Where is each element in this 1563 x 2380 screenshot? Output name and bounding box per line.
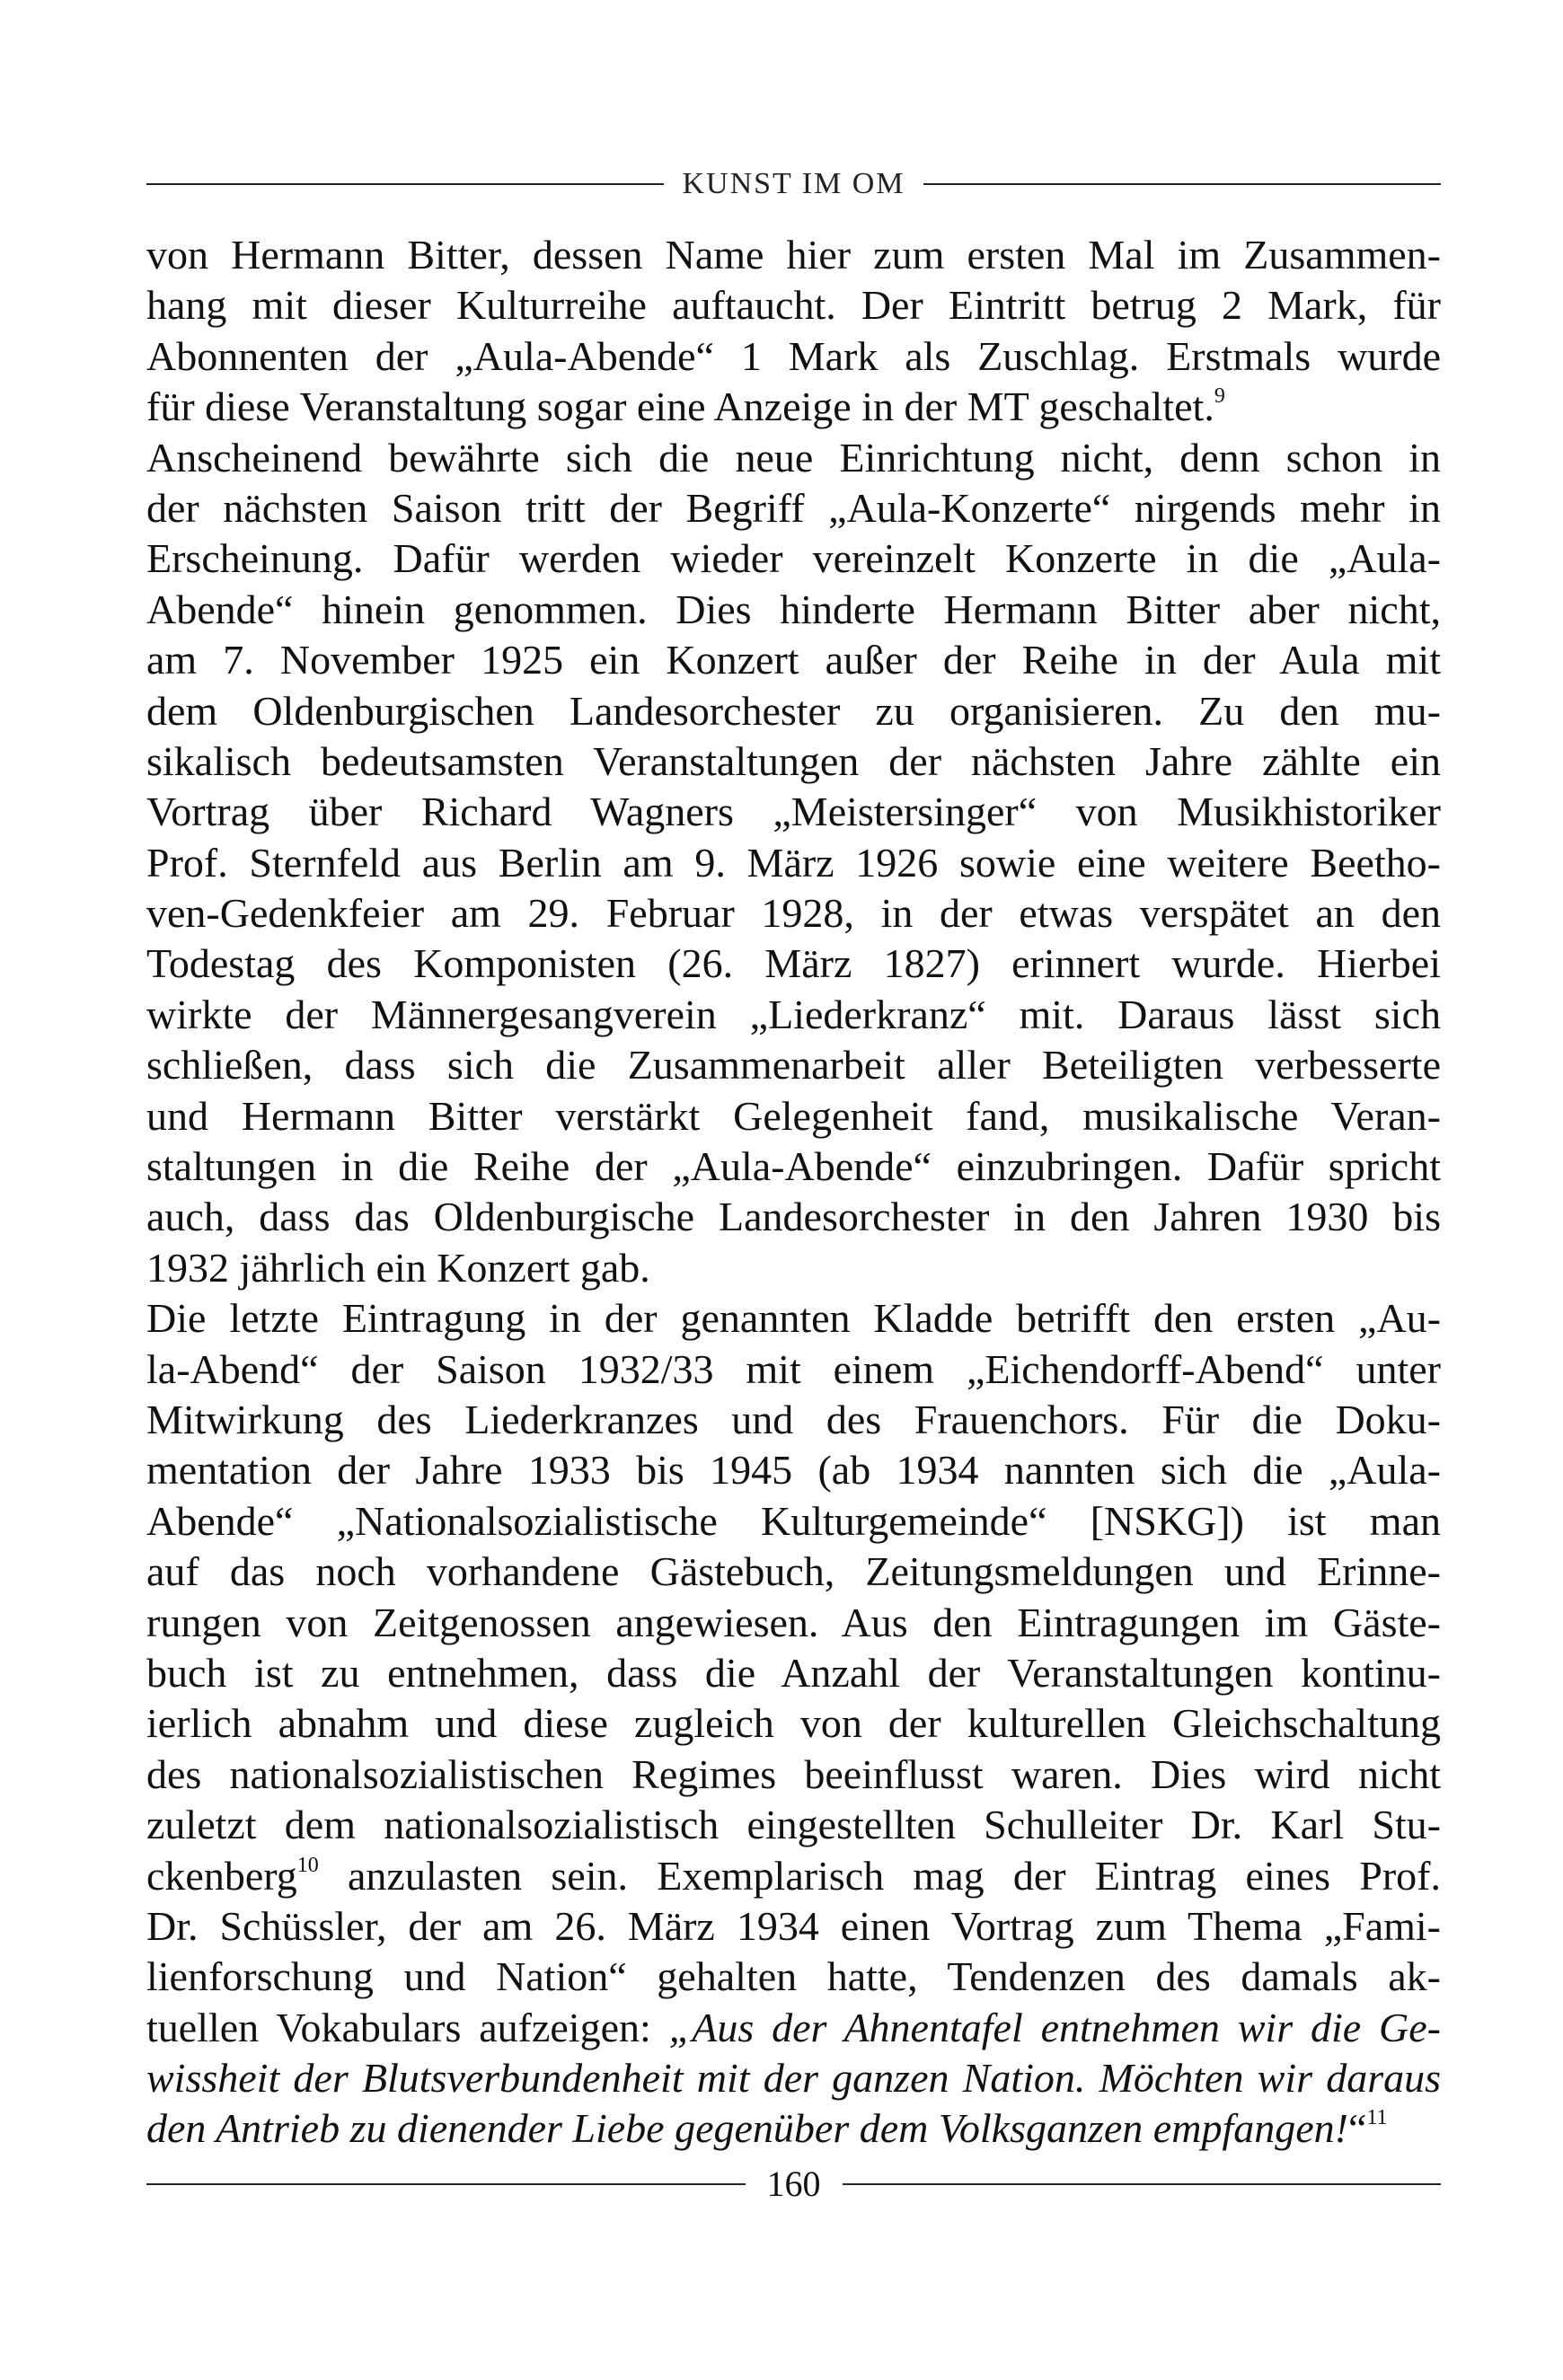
text-line	[146, 1750, 1441, 1800]
text-line	[146, 635, 1441, 685]
header-rule-right	[923, 183, 1441, 185]
footnote-marker: 11	[1366, 2106, 1388, 2130]
text-line	[146, 331, 1441, 382]
text-line	[146, 1395, 1441, 1445]
text-line	[146, 1901, 1441, 1952]
text-line	[146, 1040, 1441, 1090]
line-text: Abende“ „Nationalsozialistische Kulturgemeinde“ [NSKG]) ist man	[146, 1497, 1441, 1544]
running-title: KUNST IM OM	[682, 167, 905, 200]
text-line	[146, 2003, 1441, 2053]
text-line	[146, 787, 1441, 837]
text-line	[146, 1547, 1441, 1597]
quotation-text: den Antrieb zu dienender Liebe gegenüber dem Volksganzen empfangen!	[146, 2105, 1348, 2152]
text-line	[146, 1142, 1441, 1192]
line-text: buch ist zu entnehmen, dass die Anzahl der Veranstaltungen kontinu-	[146, 1649, 1441, 1696]
line-text: und Hermann Bitter verstärkt Gelegenheit fand, musikalische Veran-	[146, 1092, 1441, 1139]
line-text: hang mit dieser Kulturreihe auftaucht. Der Eintritt betrug 2 Mark, für	[146, 282, 1441, 329]
line-text: la-Abend“ der Saison 1932/33 mit einem „Eichendorff-Abend“ unter	[146, 1345, 1441, 1392]
line-text: für diese Veranstaltung sogar eine Anzeige in der MT geschaltet.	[146, 383, 1214, 430]
line-text-continued: anzulasten sein. Exemplarisch mag der Eintrag eines Prof.	[318, 1852, 1441, 1899]
line-text: Abende“ hinein genommen. Dies hinderte Hermann Bitter aber nicht,	[146, 586, 1441, 632]
text-line	[146, 230, 1441, 280]
text-line	[146, 990, 1441, 1040]
text-line	[146, 1091, 1441, 1142]
line-text: Mitwirkung des Liederkranzes und des Frauenchors. Für die Doku-	[146, 1396, 1441, 1442]
line-text: Dr. Schüssler, der am 26. März 1934 einen Vortrag zum Thema „Fami-	[146, 1902, 1441, 1949]
line-text: Prof. Sternfeld aus Berlin am 9. März 1926 sowie eine weitere Beetho-	[146, 839, 1441, 886]
line-text: schließen, dass sich die Zusammenarbeit aller Beteiligten verbesserte	[146, 1042, 1441, 1089]
line-text: 1932 jährlich ein Konzert gab.	[146, 1244, 650, 1291]
line-text: ierlich abnahm und diese zugleich von der kulturellen Gleichschaltung	[146, 1700, 1441, 1747]
header-rule-left	[146, 183, 664, 185]
line-text: Vortrag über Richard Wagners „Meistersinger“ von Musikhistoriker	[146, 789, 1441, 835]
line-text: auch, dass das Oldenburgische Landesorchester in den Jahren 1930 bis	[146, 1194, 1441, 1240]
line-text: zuletzt dem nationalsozialistisch eingestellten Schulleiter Dr. Karl Stu-	[146, 1802, 1441, 1848]
text-line	[146, 1851, 1441, 1901]
quotation-close: “	[1347, 2105, 1367, 2152]
text-line	[146, 1648, 1441, 1698]
line-text: wirkte der Männergesangverein „Liederkranz“ mit. Daraus lässt sich	[146, 991, 1441, 1037]
line-text: am 7. November 1925 ein Konzert außer der Reihe in der Aula mit	[146, 637, 1441, 683]
text-line	[146, 736, 1441, 787]
quotation-text: „Aus der Ahnentafel entnehmen wir die Ge-	[668, 2004, 1441, 2050]
line-text: dem Oldenburgischen Landesorchester zu organisieren. Zu den mu-	[146, 687, 1441, 734]
text-line	[146, 585, 1441, 635]
line-text: staltungen in die Reihe der „Aula-Abende“ einzubringen. Dafür spricht	[146, 1143, 1441, 1190]
footer-rule-right	[843, 2183, 1442, 2185]
text-line	[146, 2053, 1441, 2103]
line-text: von Hermann Bitter, dessen Name hier zum ersten Mal im Zusammen-	[146, 232, 1441, 278]
line-text: tuellen Vokabulars aufzeigen:	[146, 2004, 669, 2050]
line-text: sikalisch bedeutsamsten Veranstaltungen der nächsten Jahre zählte ein	[146, 737, 1441, 784]
text-line	[146, 1800, 1441, 1850]
line-text: ven-Gedenkfeier am 29. Februar 1928, in der etwas verspätet an den	[146, 890, 1441, 937]
line-text: Erscheinung. Dafür werden wieder vereinzelt Konzerte in die „Aula-	[146, 535, 1441, 582]
footnote-marker: 9	[1214, 384, 1225, 409]
page-footer	[146, 2163, 1441, 2205]
text-line	[146, 1698, 1441, 1749]
text-line	[146, 382, 1441, 432]
text-line	[146, 838, 1441, 888]
text-line	[146, 1445, 1441, 1495]
footnote-marker: 10	[296, 1853, 319, 1877]
text-line	[146, 939, 1441, 989]
line-text: ckenberg	[146, 1852, 297, 1899]
page-number: 160	[766, 2164, 821, 2204]
text-line	[146, 2103, 1441, 2154]
line-text: mentation der Jahre 1933 bis 1945 (ab 1934 nannten sich die „Aula-	[146, 1447, 1441, 1494]
text-line	[146, 1598, 1441, 1648]
text-line	[146, 280, 1441, 331]
line-text: Anscheinend bewährte sich die neue Einrichtung nicht, denn schon in	[146, 434, 1441, 480]
line-text: rungen von Zeitgenossen angewiesen. Aus den Eintragungen im Gäste-	[146, 1599, 1441, 1645]
line-text: Todestag des Komponisten (26. März 1827) erinnert wurde. Hierbei	[146, 940, 1441, 987]
line-text: der nächsten Saison tritt der Begriff „Aula-Konzerte“ nirgends mehr in	[146, 484, 1441, 531]
quotation-text: wissheit der Blutsverbundenheit mit der ganzen Nation. Möchten wir daraus	[146, 2055, 1441, 2102]
text-line	[146, 433, 1441, 483]
line-text: auf das noch vorhandene Gästebuch, Zeitungsmeldungen und Erinne-	[146, 1548, 1441, 1595]
body-text	[146, 230, 1441, 2155]
text-line	[146, 533, 1441, 584]
footer-rule-left	[146, 2183, 746, 2185]
text-line	[146, 686, 1441, 736]
line-text: des nationalsozialistischen Regimes beeinflusst waren. Dies wird nicht	[146, 1750, 1441, 1797]
text-line	[146, 888, 1441, 939]
line-text: Abonnenten der „Aula-Abende“ 1 Mark als Zuschlag. Erstmals wurde	[146, 332, 1441, 379]
line-text: Die letzte Eintragung in der genannten Kladde betrifft den ersten „Au-	[146, 1295, 1441, 1342]
text-line	[146, 1344, 1441, 1395]
text-line	[146, 1243, 1441, 1293]
text-line	[146, 1496, 1441, 1547]
text-line	[146, 1192, 1441, 1242]
text-line	[146, 1293, 1441, 1344]
text-line	[146, 1952, 1441, 2002]
text-line	[146, 483, 1441, 533]
line-text: lienforschung und Nation“ gehalten hatte, Tendenzen des damals ak-	[146, 1953, 1441, 2000]
running-header	[146, 167, 1441, 201]
